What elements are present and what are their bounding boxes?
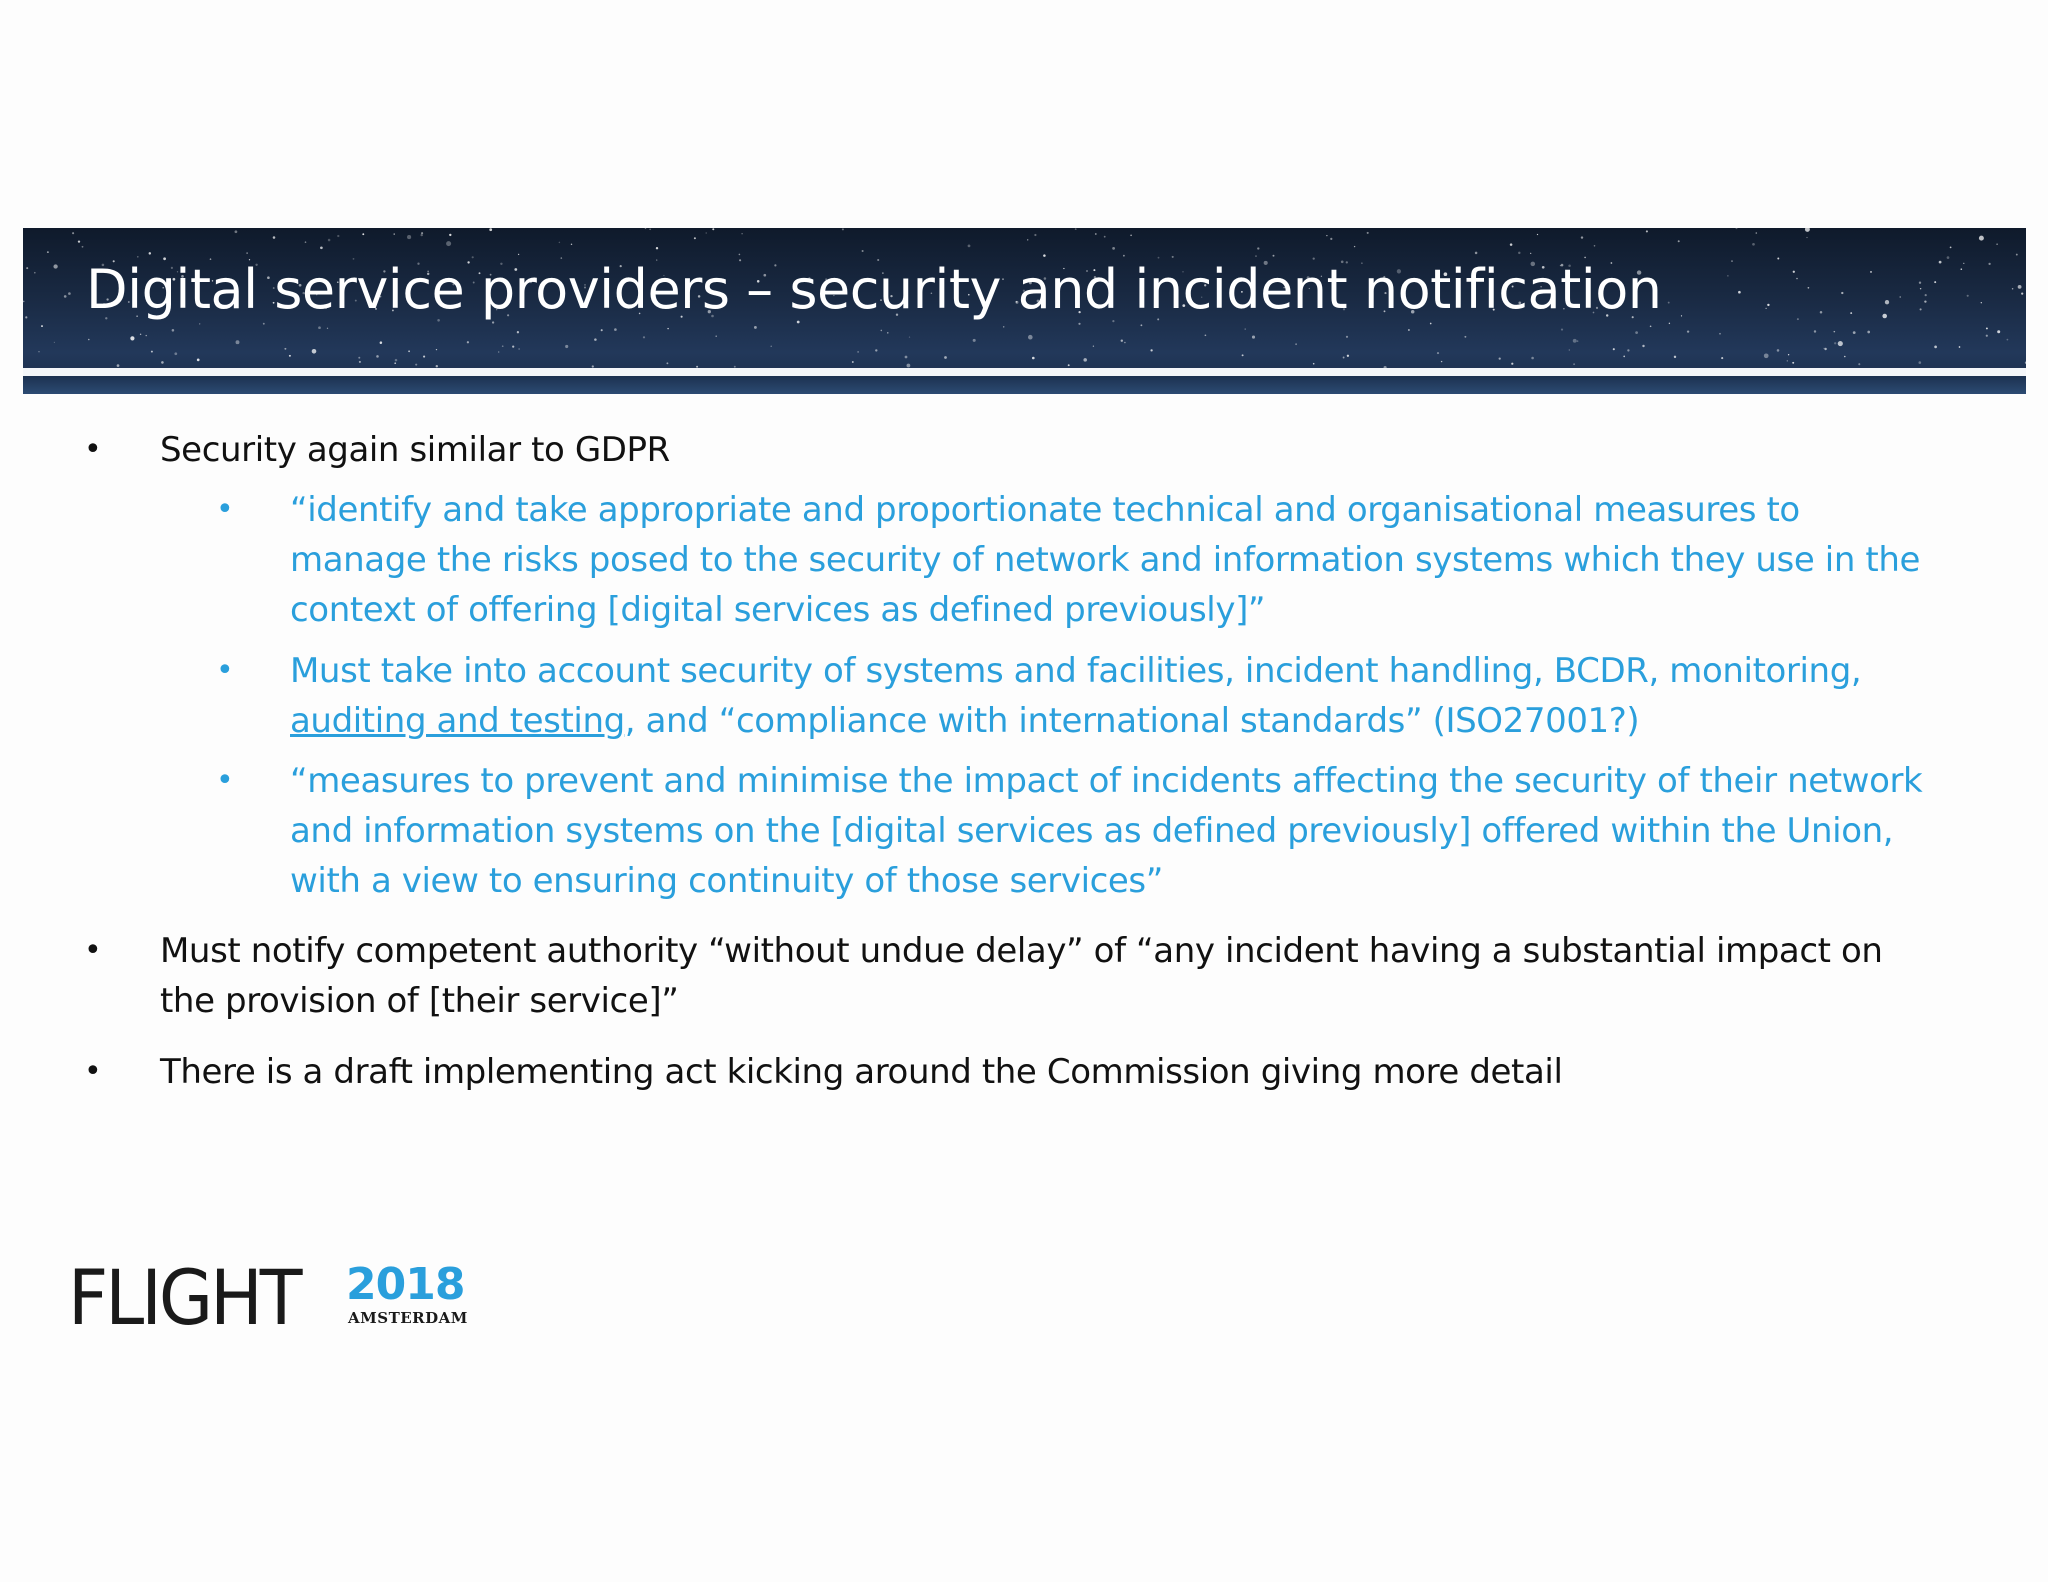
star bbox=[571, 244, 572, 245]
star bbox=[1475, 252, 1478, 255]
star bbox=[421, 232, 423, 234]
star bbox=[1437, 352, 1439, 354]
star bbox=[852, 361, 854, 363]
star bbox=[199, 323, 200, 324]
star bbox=[1518, 252, 1520, 254]
star bbox=[712, 228, 714, 230]
sub-bullet-glyph: • bbox=[216, 492, 234, 527]
star bbox=[842, 228, 844, 230]
star bbox=[1805, 228, 1810, 232]
star bbox=[1870, 271, 1872, 273]
star bbox=[449, 234, 451, 236]
star bbox=[68, 292, 71, 295]
star bbox=[305, 241, 307, 243]
star bbox=[1792, 362, 1794, 364]
star bbox=[739, 254, 741, 256]
star bbox=[1313, 363, 1315, 365]
star bbox=[151, 351, 153, 353]
star bbox=[1068, 364, 1070, 366]
star bbox=[318, 326, 321, 329]
star bbox=[1738, 291, 1741, 294]
star bbox=[88, 339, 90, 341]
star bbox=[1787, 360, 1788, 361]
star bbox=[1979, 236, 1984, 241]
star bbox=[1867, 331, 1870, 334]
star bbox=[1569, 349, 1570, 350]
star bbox=[1981, 302, 1982, 303]
sub-bullet-identify-line-1: “identify and take appropriate and proportionate technical and organisational measures to bbox=[290, 490, 1800, 530]
star bbox=[1150, 349, 1152, 351]
star bbox=[944, 356, 947, 359]
star bbox=[887, 332, 888, 333]
bullet-draft-act: There is a draft implementing act kicking around the Commission giving more detail bbox=[160, 1052, 1563, 1092]
logo-year: 2018 bbox=[346, 1259, 465, 1310]
title-banner bbox=[23, 228, 2026, 394]
star bbox=[1939, 261, 1942, 264]
star bbox=[518, 348, 519, 349]
star bbox=[1577, 340, 1579, 342]
star bbox=[1844, 356, 1846, 358]
star bbox=[1920, 308, 1922, 310]
logo-wordmark: FLIGHT bbox=[68, 1253, 300, 1343]
banner-bottom-strip bbox=[23, 376, 2026, 394]
star bbox=[666, 362, 668, 364]
star bbox=[559, 242, 561, 244]
star bbox=[72, 232, 74, 234]
star bbox=[1674, 356, 1676, 358]
star bbox=[1736, 228, 1738, 229]
sub-bullet-glyph: • bbox=[216, 653, 234, 688]
star bbox=[1997, 330, 2000, 333]
star bbox=[1986, 335, 1988, 337]
star bbox=[117, 364, 120, 367]
star bbox=[327, 328, 328, 329]
star bbox=[78, 240, 80, 242]
star bbox=[614, 328, 617, 331]
star bbox=[263, 323, 265, 325]
star bbox=[715, 335, 716, 336]
star bbox=[1430, 323, 1432, 325]
star bbox=[881, 330, 883, 332]
star bbox=[47, 251, 49, 253]
bullet-notify-line-2: the provision of [their service]” bbox=[160, 981, 679, 1021]
star bbox=[25, 316, 27, 318]
star bbox=[1959, 346, 1961, 348]
star bbox=[1947, 256, 1950, 259]
star bbox=[601, 329, 603, 331]
sub-bullet-account-line-2 bbox=[290, 696, 1639, 746]
star bbox=[395, 359, 398, 362]
star bbox=[754, 326, 757, 329]
star bbox=[1034, 234, 1036, 236]
star bbox=[1806, 237, 1807, 238]
star bbox=[2018, 285, 2022, 289]
star bbox=[518, 254, 519, 255]
star bbox=[1919, 281, 1921, 283]
star bbox=[423, 356, 425, 358]
star bbox=[1820, 311, 1823, 314]
star bbox=[973, 339, 976, 342]
star bbox=[1255, 255, 1256, 256]
star bbox=[1765, 308, 1766, 309]
star bbox=[1797, 318, 1799, 320]
star bbox=[1043, 254, 1046, 257]
star bbox=[246, 252, 247, 253]
star bbox=[905, 356, 908, 359]
star bbox=[1764, 353, 1769, 358]
star bbox=[2021, 293, 2023, 295]
star bbox=[1205, 334, 1207, 336]
star bbox=[1841, 292, 1843, 294]
star bbox=[420, 234, 422, 236]
star bbox=[1627, 349, 1629, 351]
star bbox=[394, 362, 396, 364]
star bbox=[1967, 295, 1969, 297]
star bbox=[26, 267, 28, 269]
star bbox=[643, 336, 645, 338]
star bbox=[968, 245, 971, 248]
star bbox=[174, 352, 177, 355]
star bbox=[64, 295, 67, 298]
sub-bullet-glyph: • bbox=[216, 763, 234, 798]
star bbox=[1510, 243, 1513, 246]
star bbox=[1441, 361, 1442, 362]
star bbox=[2012, 288, 2014, 290]
star bbox=[706, 232, 707, 233]
star bbox=[649, 229, 651, 231]
star bbox=[1003, 326, 1004, 327]
star bbox=[1650, 325, 1652, 327]
star bbox=[1853, 331, 1856, 334]
star bbox=[1511, 363, 1513, 365]
star bbox=[1257, 247, 1259, 249]
slide-title: Digital service providers – security and incident notification bbox=[86, 258, 1662, 321]
star bbox=[130, 336, 134, 340]
star bbox=[1678, 240, 1680, 242]
star bbox=[436, 349, 437, 350]
star bbox=[467, 341, 469, 343]
star bbox=[1573, 363, 1575, 365]
star bbox=[1850, 312, 1852, 314]
star bbox=[284, 348, 286, 350]
star bbox=[82, 246, 84, 248]
star bbox=[498, 351, 499, 352]
star bbox=[38, 351, 39, 352]
star bbox=[408, 350, 410, 352]
star bbox=[1367, 232, 1369, 234]
star bbox=[1731, 260, 1732, 261]
star bbox=[1777, 258, 1779, 260]
star bbox=[1920, 288, 1921, 289]
star bbox=[1963, 263, 1964, 264]
star bbox=[1642, 345, 1644, 347]
star bbox=[1727, 275, 1728, 276]
star bbox=[667, 328, 668, 329]
star bbox=[1561, 329, 1563, 331]
star bbox=[1124, 342, 1126, 344]
star bbox=[1330, 238, 1332, 240]
star bbox=[1777, 349, 1780, 352]
star bbox=[489, 228, 492, 231]
sub-bullet-identify-line-2: manage the risks posed to the security of network and information systems which they use in the bbox=[290, 540, 1920, 580]
star bbox=[1752, 243, 1755, 246]
star bbox=[1123, 255, 1125, 257]
star bbox=[54, 342, 55, 343]
star bbox=[1104, 236, 1106, 238]
star bbox=[415, 364, 417, 366]
star bbox=[1950, 247, 1952, 249]
banner-divider bbox=[23, 368, 2026, 376]
star bbox=[1121, 340, 1123, 342]
underlined-phrase: auditing and testing bbox=[290, 701, 625, 741]
star bbox=[1354, 246, 1355, 247]
star bbox=[1273, 255, 1275, 257]
star bbox=[446, 241, 451, 246]
sub-bullet-identify-line-3: context of offering [digital services as defined previously]” bbox=[290, 590, 1266, 630]
star bbox=[41, 325, 43, 327]
star bbox=[1755, 232, 1757, 234]
star bbox=[235, 230, 238, 233]
star bbox=[172, 329, 175, 332]
star bbox=[1988, 263, 1990, 265]
star bbox=[1996, 243, 1998, 245]
star bbox=[337, 235, 339, 237]
star bbox=[1347, 355, 1349, 357]
logo-city: AMSTERDAM bbox=[348, 1309, 468, 1327]
star bbox=[502, 345, 504, 347]
star bbox=[907, 364, 911, 368]
star bbox=[1537, 234, 1538, 235]
bullet-glyph: • bbox=[84, 933, 102, 968]
star bbox=[1635, 331, 1638, 334]
star bbox=[362, 233, 364, 235]
star bbox=[862, 250, 864, 252]
star bbox=[1858, 363, 1860, 365]
star bbox=[771, 346, 772, 347]
star bbox=[1032, 357, 1035, 360]
star bbox=[1078, 323, 1080, 325]
star bbox=[741, 233, 742, 234]
star bbox=[1721, 357, 1723, 359]
star bbox=[1623, 356, 1625, 358]
star bbox=[1814, 330, 1816, 332]
bullet-notify-line-1: Must notify competent authority “without undue delay” of “any incident having a substantial impact on bbox=[160, 931, 1883, 971]
star bbox=[1343, 357, 1345, 359]
star bbox=[358, 357, 360, 359]
star bbox=[1295, 343, 1297, 345]
star bbox=[1669, 323, 1670, 324]
star bbox=[1095, 233, 1097, 235]
star bbox=[1934, 281, 1936, 283]
star bbox=[875, 349, 877, 351]
star bbox=[34, 272, 36, 274]
star bbox=[1613, 348, 1615, 350]
star bbox=[1028, 335, 1033, 340]
star bbox=[149, 252, 151, 254]
star bbox=[1326, 235, 1327, 236]
star bbox=[53, 264, 57, 268]
star bbox=[1408, 329, 1410, 331]
star bbox=[376, 355, 379, 358]
star bbox=[1919, 361, 1922, 364]
star bbox=[1594, 245, 1596, 247]
star bbox=[1075, 228, 1077, 230]
star bbox=[1140, 324, 1142, 326]
star bbox=[1882, 314, 1887, 319]
star bbox=[1687, 330, 1689, 332]
star bbox=[857, 351, 859, 353]
star bbox=[1573, 339, 1577, 343]
star bbox=[1961, 268, 1963, 270]
star bbox=[1646, 230, 1648, 232]
sub-bullet-measures-line-2: and information systems on the [digital services as defined previously] offered within the Union, bbox=[290, 811, 1894, 851]
star bbox=[694, 237, 696, 239]
star bbox=[1719, 333, 1721, 335]
star bbox=[1531, 357, 1534, 360]
star bbox=[1900, 296, 1901, 297]
star bbox=[909, 336, 910, 337]
star bbox=[1924, 300, 1926, 302]
star bbox=[512, 346, 514, 348]
star bbox=[140, 334, 141, 335]
star bbox=[1834, 342, 1836, 344]
star bbox=[1934, 346, 1937, 349]
star bbox=[146, 335, 147, 336]
star bbox=[1796, 278, 1798, 280]
star bbox=[1838, 341, 1843, 346]
sub-bullet-measures-line-3: with a view to ensuring continuity of those services” bbox=[290, 861, 1163, 901]
star bbox=[161, 361, 164, 364]
star bbox=[656, 247, 658, 249]
star bbox=[1027, 239, 1028, 240]
star bbox=[1834, 331, 1836, 333]
star bbox=[236, 340, 240, 344]
star bbox=[1808, 287, 1810, 289]
star bbox=[1668, 302, 1670, 304]
bullet-security: Security again similar to GDPR bbox=[160, 430, 670, 470]
star bbox=[407, 235, 411, 239]
star bbox=[359, 361, 361, 363]
star bbox=[1530, 253, 1531, 254]
star bbox=[1130, 234, 1132, 236]
star bbox=[2016, 254, 2018, 256]
star bbox=[1824, 348, 1826, 350]
star bbox=[1093, 346, 1094, 347]
star bbox=[1885, 300, 1889, 304]
star bbox=[197, 359, 200, 362]
sub-bullet-account-line-2-rest: , and “compliance with international standards” (ISO27001?) bbox=[624, 701, 1640, 741]
star bbox=[2007, 339, 2009, 341]
star bbox=[380, 341, 383, 344]
star bbox=[1245, 328, 1246, 329]
star bbox=[2025, 362, 2026, 364]
star bbox=[1793, 271, 1795, 273]
sub-bullet-account-line-1: Must take into account security of systems and facilities, incident handling, BCDR, monitoring, bbox=[290, 651, 1862, 691]
star bbox=[1499, 357, 1501, 359]
star bbox=[517, 331, 519, 333]
star bbox=[1346, 336, 1348, 338]
sub-bullet-measures-line-1: “measures to prevent and minimise the impact of incidents affecting the security of their network bbox=[290, 761, 1923, 801]
star bbox=[320, 246, 323, 249]
star bbox=[1581, 236, 1583, 238]
star bbox=[312, 349, 317, 354]
star bbox=[328, 239, 331, 242]
star bbox=[1242, 354, 1244, 356]
star bbox=[594, 338, 597, 341]
star bbox=[1112, 247, 1115, 250]
star bbox=[394, 233, 395, 234]
star bbox=[565, 345, 568, 348]
star bbox=[1681, 315, 1682, 316]
star bbox=[289, 355, 291, 357]
star bbox=[1083, 358, 1087, 362]
star bbox=[23, 301, 25, 303]
star bbox=[1925, 294, 1927, 296]
star bbox=[1986, 327, 1988, 329]
star bbox=[1788, 354, 1789, 355]
bullet-glyph: • bbox=[84, 1054, 102, 1089]
bullet-glyph: • bbox=[84, 432, 102, 467]
star bbox=[1767, 304, 1769, 306]
star bbox=[1464, 336, 1466, 338]
star bbox=[645, 228, 647, 229]
star bbox=[273, 236, 276, 239]
star bbox=[1252, 336, 1255, 339]
